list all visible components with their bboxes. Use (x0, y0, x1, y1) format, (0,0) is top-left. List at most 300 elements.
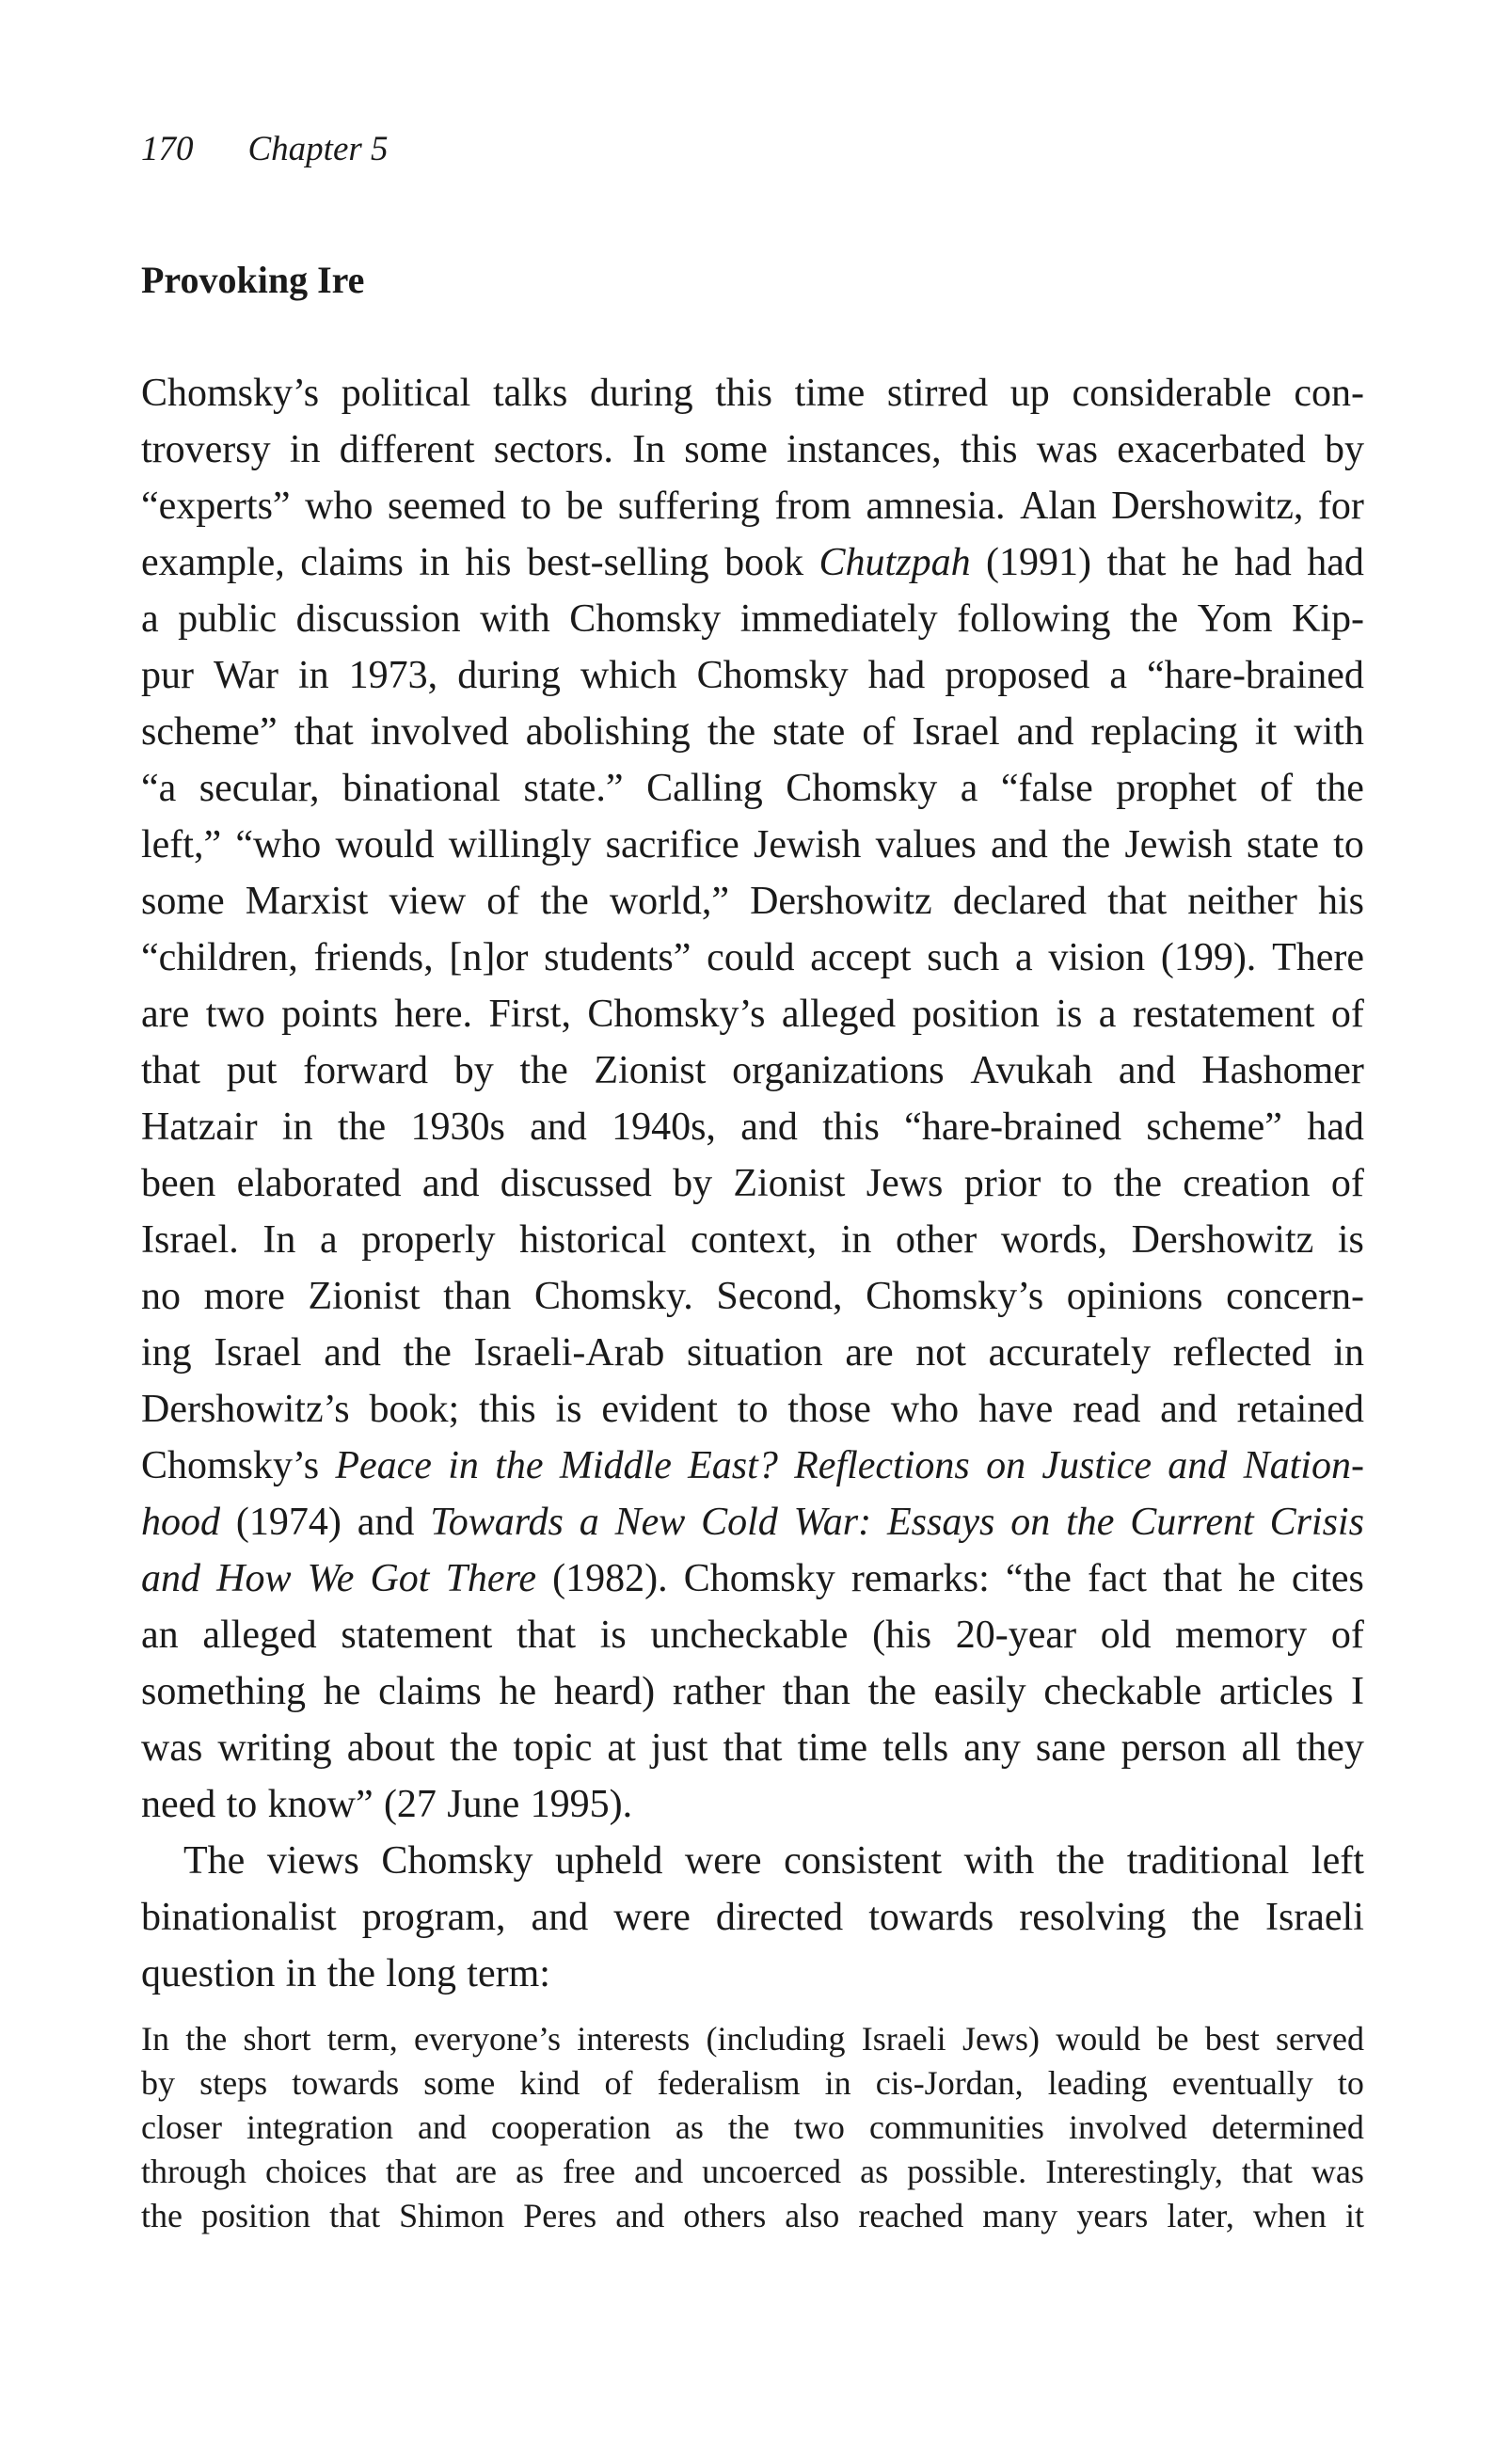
italic-word: Current (1130, 1501, 1254, 1544)
word: for (1317, 485, 1364, 528)
word: pur (141, 654, 194, 697)
word: Hatzair (141, 1105, 258, 1149)
word: Shimon (399, 2197, 505, 2234)
text-line (141, 1099, 1364, 1155)
word: vision (1048, 936, 1146, 979)
word: Zionist (308, 1275, 421, 1318)
word: public (178, 597, 278, 641)
italic-word: the (495, 1444, 544, 1487)
word: checkable (1043, 1670, 1202, 1713)
word: cooperation (490, 2108, 651, 2146)
word: state (1247, 823, 1319, 866)
word: of (1330, 993, 1364, 1036)
word: it (1344, 2197, 1364, 2234)
word: involved (370, 710, 509, 754)
word: tells (882, 1726, 949, 1770)
word: The (183, 1839, 246, 1883)
word: person (1121, 1726, 1227, 1770)
word: other (895, 1218, 978, 1262)
word: choices (265, 2153, 367, 2190)
word: more (203, 1275, 285, 1318)
word: students” (544, 936, 691, 979)
word: “false (1000, 767, 1093, 810)
word: communities (868, 2108, 1044, 2146)
word: he (1181, 541, 1219, 584)
word: talks (492, 372, 568, 415)
word: following (957, 597, 1111, 641)
word: this (960, 428, 1018, 471)
word: the (540, 880, 589, 923)
word: by (453, 1049, 494, 1092)
word: Jews (866, 1162, 944, 1205)
word: is (599, 1614, 627, 1657)
word: program, (361, 1896, 506, 1939)
word: resolving (1019, 1896, 1167, 1939)
word: interests (577, 2020, 691, 2058)
word: alleged (202, 1614, 317, 1657)
italic-word: How (216, 1557, 292, 1600)
word: Avukah (970, 1049, 1093, 1092)
word: “a (141, 767, 177, 810)
italic-word: War: (793, 1501, 872, 1544)
word: upheld (555, 1839, 663, 1883)
section-heading: Provoking Ire (141, 259, 365, 301)
word: towards (868, 1896, 994, 1939)
word: of (862, 710, 896, 754)
italic-word: and (141, 1557, 200, 1600)
word: topic (513, 1726, 593, 1770)
word: the (1113, 1162, 1162, 1205)
word: statement (341, 1614, 493, 1657)
word: the (326, 1952, 375, 1995)
word: Jewish (1124, 823, 1232, 866)
word: was (1036, 428, 1099, 471)
word: of (1330, 1162, 1364, 1205)
word: who (890, 1388, 960, 1431)
word: and (357, 1501, 415, 1544)
word: and (615, 2197, 665, 2234)
word: that (329, 2197, 381, 2234)
word: to (1333, 823, 1364, 866)
word: First, (488, 993, 571, 1036)
word: Jews) (962, 2020, 1040, 2058)
word: Zionist (594, 1049, 707, 1092)
text-line (141, 1776, 1364, 1833)
word: cis-Jordan, (875, 2064, 1024, 2102)
word: example, (141, 541, 285, 584)
word: In (141, 2020, 169, 2058)
word: and (1016, 710, 1074, 754)
chapter-label: Chapter 5 (247, 130, 389, 168)
word: discussion (295, 597, 461, 641)
word: Chomsky’s (141, 1444, 320, 1487)
italic-word: a (579, 1501, 599, 1544)
word: 1930s (410, 1105, 505, 1149)
word: and (421, 1162, 480, 1205)
text-line (141, 2106, 1364, 2150)
text-line (141, 1325, 1364, 1381)
word: values (875, 823, 977, 866)
word: to (226, 1783, 258, 1826)
word: properly (361, 1218, 496, 1262)
word: in (840, 1218, 872, 1262)
word: which (580, 654, 677, 697)
word: a (1098, 993, 1117, 1036)
italic-word: the (1066, 1501, 1115, 1544)
word: a (960, 767, 978, 810)
word: by (141, 2064, 175, 2102)
word: who (305, 485, 374, 528)
italic-word: Peace (335, 1444, 432, 1487)
word: secular, (199, 767, 320, 810)
word: just (650, 1726, 708, 1770)
word: than (782, 1670, 850, 1713)
word: There (1272, 936, 1364, 979)
text-line (141, 1494, 1364, 1550)
word: fact (1087, 1557, 1147, 1600)
word: in (419, 541, 451, 584)
word: and (417, 2108, 467, 2146)
word: that (723, 1726, 783, 1770)
word: memory (1175, 1614, 1308, 1657)
word: have (978, 1388, 1054, 1431)
word: Israeli (1264, 1896, 1364, 1939)
italic-word: hood (141, 1501, 220, 1544)
word: put (226, 1049, 278, 1092)
word: during (589, 372, 693, 415)
text-line (141, 647, 1364, 704)
word: and (1118, 1049, 1176, 1092)
text-line (141, 1042, 1364, 1099)
word: integration (246, 2108, 393, 2146)
word: position (912, 993, 1040, 1036)
word: Chomsky’s (587, 993, 766, 1036)
word: towards (292, 2064, 400, 2102)
text-line (141, 1607, 1364, 1663)
word: be (1156, 2020, 1189, 2058)
italic-word: Got (370, 1557, 430, 1600)
word: in (824, 2064, 851, 2102)
word: (1982). (552, 1557, 668, 1600)
word: concern- (1226, 1275, 1364, 1318)
word: would (335, 823, 435, 866)
italic-word: East? (688, 1444, 778, 1487)
word: Second, (716, 1275, 843, 1318)
word: through (141, 2153, 246, 2190)
word: steps (199, 2064, 268, 2102)
word: sacrifice (605, 823, 739, 866)
word: con- (1294, 372, 1364, 415)
word: seemed (387, 485, 506, 528)
word: two (793, 2108, 845, 2146)
word: proposed (945, 654, 1090, 697)
word: elaborated (236, 1162, 402, 1205)
word: time (794, 372, 866, 415)
word: points (281, 993, 378, 1036)
word: rather (672, 1670, 765, 1713)
word: and (1160, 1388, 1217, 1431)
word: the (337, 1105, 387, 1149)
text-line (141, 930, 1364, 986)
word: In (632, 428, 666, 471)
word: “experts” (141, 485, 291, 528)
word: sectors. (493, 428, 613, 471)
word: something (141, 1670, 306, 1713)
word: Chomsky (381, 1839, 533, 1883)
word: leading (1047, 2064, 1148, 2102)
word: exacerbated (1117, 428, 1306, 471)
word: time (797, 1726, 868, 1770)
word: is (1056, 993, 1083, 1036)
word: to (737, 1388, 769, 1431)
text-line (141, 1155, 1364, 1212)
word: traditional (1126, 1839, 1290, 1883)
word: world,” (609, 880, 729, 923)
word: Jewish (754, 823, 862, 866)
word: it (1254, 710, 1278, 754)
word: a (141, 597, 159, 641)
word: some (141, 880, 225, 923)
word: ing (141, 1331, 192, 1375)
word: any (963, 1726, 1021, 1770)
word: Interestingly, (1045, 2153, 1223, 2190)
word: book; (369, 1388, 460, 1431)
word: know” (267, 1783, 374, 1826)
word: (1991) (986, 541, 1092, 584)
word: by (673, 1162, 713, 1205)
word: with (1294, 710, 1364, 754)
word: Dershowitz, (1111, 485, 1304, 528)
italic-word: and (1168, 1444, 1228, 1487)
word: by (1324, 428, 1364, 471)
word: “hare-brained (904, 1105, 1122, 1149)
word: had (1307, 1105, 1364, 1149)
word: of (604, 2064, 633, 2102)
word: uncheckable (650, 1614, 849, 1657)
word: 1973, (348, 654, 438, 697)
word: to (520, 485, 552, 528)
block-quote (141, 2017, 1364, 2238)
word: long (386, 1952, 456, 1995)
text-line (141, 1381, 1364, 1438)
word: years (1076, 2197, 1149, 2234)
word: in (285, 1952, 317, 1995)
word: in (297, 654, 329, 697)
text-line (141, 1946, 1364, 2002)
word: restatement (1132, 993, 1315, 1036)
word: the (1056, 1839, 1105, 1883)
word: some (423, 2064, 496, 2102)
word: than (443, 1275, 512, 1318)
word: from (774, 485, 851, 528)
word: he (323, 1670, 361, 1713)
text-line (141, 1663, 1364, 1720)
word: his (465, 541, 512, 584)
word: not (915, 1331, 966, 1375)
paragraph-1 (141, 365, 1364, 1833)
word: situation (687, 1331, 823, 1375)
text-line (141, 1833, 1364, 1889)
text-line (141, 2150, 1364, 2194)
italic-word: on (986, 1444, 1026, 1487)
word: to (1061, 1162, 1093, 1205)
word: organizations (732, 1049, 945, 1092)
word: here. (394, 993, 473, 1036)
word: historical (519, 1218, 667, 1262)
word: political (341, 372, 471, 415)
word: had (1234, 541, 1292, 584)
word: articles (1218, 1670, 1334, 1713)
word: binationalist (141, 1896, 337, 1939)
word: some (684, 428, 768, 471)
word: many (982, 2197, 1058, 2234)
body-text (141, 365, 1364, 2002)
word: term, (326, 2020, 398, 2058)
word: prior (963, 1162, 1041, 1205)
word: (1974) (235, 1501, 342, 1544)
word: 1940s, (612, 1105, 716, 1149)
word: views (266, 1839, 359, 1883)
word: consistent (784, 1839, 943, 1883)
word: book (724, 541, 804, 584)
word: binational (342, 767, 501, 810)
word: those (787, 1388, 871, 1431)
word: claims (300, 541, 404, 584)
text-line (141, 1438, 1364, 1494)
word: Israeli (861, 2020, 946, 2058)
word: term: (467, 1952, 550, 1995)
word: had (867, 654, 926, 697)
word: state (772, 710, 846, 754)
word: claims (378, 1670, 482, 1713)
word: are (845, 1331, 894, 1375)
word: everyone’s (414, 2020, 561, 2058)
word: prophet (1116, 767, 1237, 810)
word: uncoerced (702, 2153, 842, 2190)
word: the (1315, 767, 1364, 810)
word: (his (872, 1614, 932, 1657)
word: be (565, 485, 604, 528)
word: Chomsky. (534, 1275, 693, 1318)
word: Israel (912, 710, 1000, 754)
word: had (1307, 541, 1364, 584)
word: that (1163, 1557, 1223, 1600)
word: Israel. (141, 1218, 239, 1262)
word: accurately (988, 1331, 1152, 1375)
word: Hashomer (1201, 1049, 1364, 1092)
text-line (141, 591, 1364, 647)
word: determined (1211, 2108, 1364, 2146)
word: the (1061, 823, 1111, 866)
word: heard) (553, 1670, 656, 1713)
word: Yom (1197, 597, 1273, 641)
word: as (860, 2153, 889, 2190)
word: creation (1183, 1162, 1311, 1205)
word: War (214, 654, 278, 697)
word: considerable (1072, 372, 1272, 415)
word: stirred (886, 372, 989, 415)
word: Dershowitz (750, 880, 932, 923)
word: this (478, 1388, 536, 1431)
word: replacing (1090, 710, 1238, 754)
word: scheme” (1146, 1105, 1282, 1149)
word: that (1106, 541, 1167, 584)
word: Dershowitz’s (141, 1388, 350, 1431)
word: friends, (313, 936, 434, 979)
word: he (499, 1670, 537, 1713)
word: abolishing (525, 710, 691, 754)
word: declared (952, 880, 1088, 923)
word: a (1014, 936, 1033, 979)
word: alleged (781, 993, 897, 1036)
word: troversy (141, 428, 271, 471)
word: this (822, 1105, 880, 1149)
word: to (1337, 2064, 1364, 2102)
text-line (141, 873, 1364, 930)
word: that (1107, 880, 1168, 923)
word: (199). (1160, 936, 1257, 979)
word: as (675, 2108, 704, 2146)
word: possible. (907, 2153, 1027, 2190)
word: cites (1291, 1557, 1364, 1600)
word: neither (1187, 880, 1297, 923)
italic-word: Reflections (794, 1444, 970, 1487)
word: a (1109, 654, 1127, 697)
word: Chomsky’s (141, 372, 320, 415)
word: is (555, 1388, 582, 1431)
word: words, (1000, 1218, 1108, 1262)
word: during (457, 654, 561, 697)
word: been (141, 1162, 216, 1205)
word: they (1295, 1726, 1364, 1770)
italic-word: Crisis (1269, 1501, 1364, 1544)
word: the (450, 1726, 499, 1770)
word: that (517, 1614, 577, 1657)
word: the (141, 2197, 183, 2234)
word: Chomsky (696, 654, 849, 697)
word: old (1100, 1614, 1152, 1657)
word: about (346, 1726, 436, 1770)
word: Israeli-Arab (473, 1331, 665, 1375)
word: Dershowitz (1131, 1218, 1314, 1262)
word: in (1333, 1331, 1364, 1375)
word: that (294, 710, 354, 754)
word: his (1317, 880, 1364, 923)
word: that (141, 1049, 200, 1092)
word: Alan (1020, 485, 1097, 528)
word: also (785, 2197, 840, 2234)
word: left (1311, 1839, 1364, 1883)
word: he (1238, 1557, 1276, 1600)
word: context, (691, 1218, 818, 1262)
word: in (281, 1105, 313, 1149)
word: were (613, 1896, 691, 1939)
word: the (403, 1331, 452, 1375)
word: “the (1005, 1557, 1072, 1600)
italic-word: There (445, 1557, 537, 1600)
word: remarks: (850, 1557, 990, 1600)
word: at (607, 1726, 636, 1770)
paragraph-2 (141, 1833, 1364, 2002)
text-line (141, 1212, 1364, 1268)
word: two (205, 993, 265, 1036)
word: short (243, 2020, 311, 2058)
italic-word: Nation- (1243, 1444, 1364, 1487)
word: and (740, 1105, 798, 1149)
word: scheme” (141, 710, 278, 754)
word: involved (1068, 2108, 1187, 2146)
italic-word: Chutzpah (819, 541, 971, 584)
